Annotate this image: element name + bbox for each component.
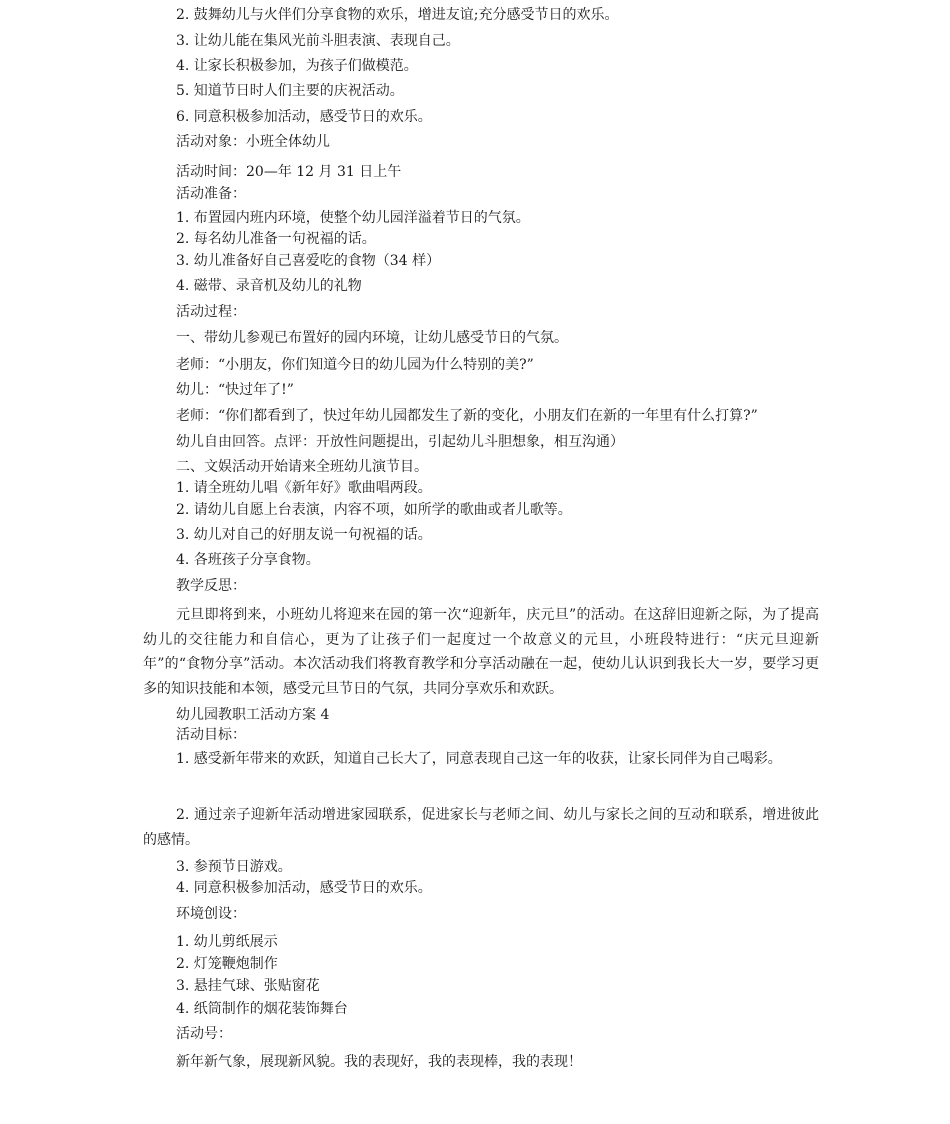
reflection-heading: 教学反思： (176, 578, 246, 594)
goal-line-2: 2. 鼓舞幼儿与火伴们分享食物的欢乐，增进友谊;充分感受节日的欢乐。 (176, 7, 619, 23)
child-line-1: 幼儿：“快过年了!” (176, 382, 294, 398)
plan4-goal-2: 2. 通过亲子迎新年活动增进家园联系，促进家长与老师之间、幼儿与家长之间的互动和联系，增进彼此的感情。 (143, 807, 819, 848)
plan4-goal-3: 3. 参预节日游戏。 (176, 859, 292, 875)
process-heading: 活动过程： (176, 304, 246, 320)
goal-line-3: 3. 让幼儿能在集风光前斗胆表演、表现自己。 (176, 33, 460, 49)
teacher-line-1: 老师：“小朋友，你们知道今日的幼儿园为什么特别的美?” (176, 357, 534, 373)
env-item-4: 4. 纸筒制作的烟花装饰舞台 (176, 1001, 348, 1017)
show-item-1: 1. 请全班幼儿唱《新年好》歌曲唱两段。 (176, 480, 432, 496)
env-item-2: 2. 灯笼鞭炮制作 (176, 956, 278, 972)
activity-target: 活动对象：小班全体幼儿 (176, 134, 330, 150)
plan4-title: 幼儿园教职工活动方案 4 (176, 707, 330, 723)
plan4-goal-heading: 活动目标： (176, 727, 246, 743)
slogan-text: 新年新气象，展现新风貌。我的表现好，我的表现棒，我的表现！ (176, 1054, 582, 1070)
env-item-3: 3. 悬挂气球、张贴窗花 (176, 978, 320, 994)
show-item-3: 3. 幼儿对自己的好朋友说一句祝福的话。 (176, 527, 432, 543)
goal-line-5: 5. 知道节日时人们主要的庆祝活动。 (176, 83, 404, 99)
show-item-4: 4. 各班孩子分享食物。 (176, 552, 320, 568)
prep-item-2: 2. 每名幼儿准备一句祝福的话。 (176, 231, 376, 247)
slogan-heading: 活动号： (176, 1026, 232, 1042)
reflection-paragraph: 元旦即将到来，小班幼儿将迎来在园的第一次“迎新年，庆元旦”的活动。在这辞旧迎新之际，为了提高幼儿的交往能力和自信心，更为了让孩子们一起度过一个故意义的元旦，小班段特进行：“庆元旦迎新年”的“食物分享”活动。本次活动我们将教育教学和分享活动融在一起，使幼儿认识到我长大一岁，要学习更多的知识技能和本领，感受元旦节日的气氛，共同分享欢乐和欢跃。 (143, 607, 819, 697)
env-heading: 环境创设： (176, 906, 246, 922)
process-step-2: 二、文娱活动开始请来全班幼儿演节目。 (176, 459, 428, 475)
process-step-1: 一、带幼儿参观已布置好的园内环境，让幼儿感受节日的气氛。 (176, 330, 568, 346)
prep-item-3: 3. 幼儿准备好自己喜爱吃的食物（34 样） (176, 253, 441, 269)
child-answer: 幼儿自由回答。点评：开放性问题提出，引起幼儿斗胆想象，相互沟通） (176, 434, 624, 450)
prep-item-1: 1. 布置园内班内环境，使整个幼儿园洋溢着节日的气氛。 (176, 210, 530, 226)
goal-line-4: 4. 让家长积极参加，为孩子们做模范。 (176, 58, 418, 74)
goal-line-6: 6. 同意积极参加活动，感受节日的欢乐。 (176, 109, 432, 125)
prep-heading: 活动准备： (176, 186, 246, 202)
prep-item-4: 4. 磁带、录音机及幼儿的礼物 (176, 278, 362, 294)
env-item-1: 1. 幼儿剪纸展示 (176, 934, 278, 950)
plan4-goal-4: 4. 同意积极参加活动，感受节日的欢乐。 (176, 880, 432, 896)
activity-time: 活动时间：20—年 12 月 31 日上午 (176, 164, 402, 180)
teacher-line-2: 老师：“你们都看到了，快过年幼儿园都发生了新的变化，小朋友们在新的一年里有什么打算?” (176, 408, 758, 424)
plan4-goal-1: 1. 感受新年带来的欢跃，知道自己长大了，同意表现自己这一年的收获，让家长同伴为自己喝彩。 (176, 751, 782, 767)
show-item-2: 2. 请幼儿自愿上台表演，内容不项，如所学的歌曲或者儿歌等。 (176, 502, 572, 518)
